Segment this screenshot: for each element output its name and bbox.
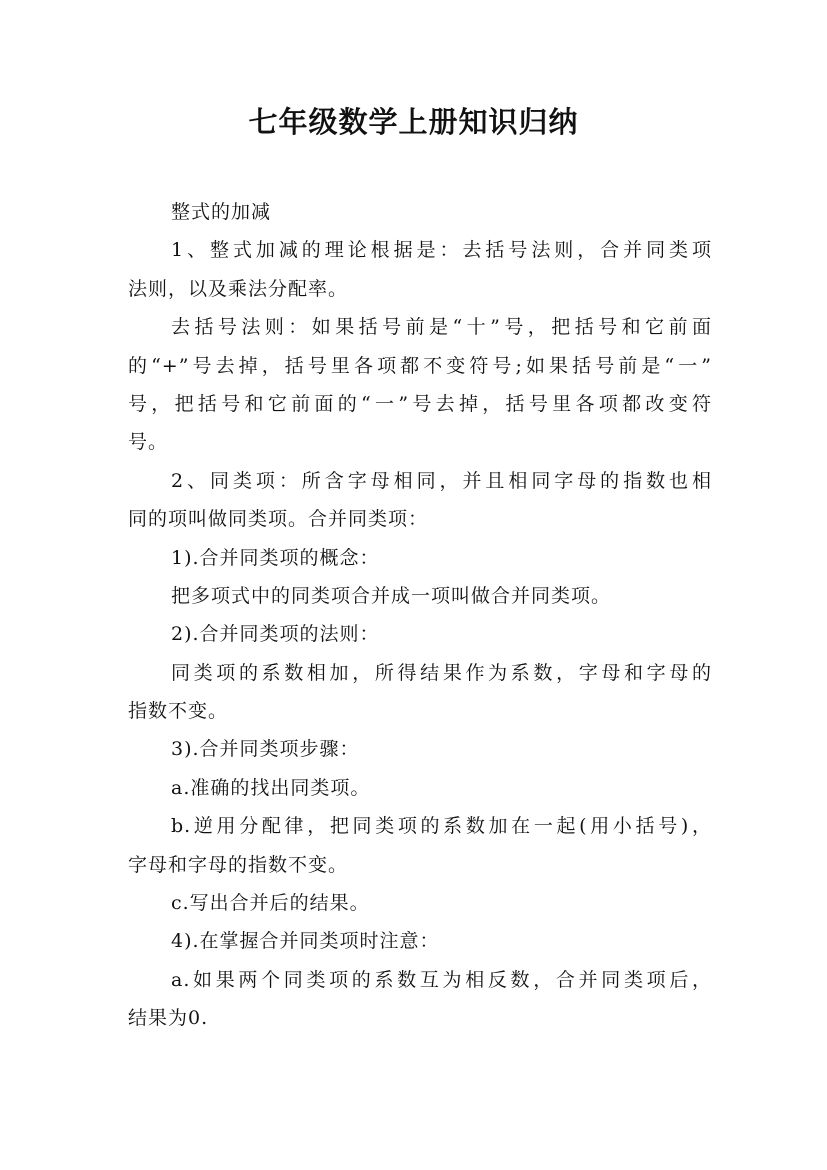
page-title: 七年级数学上册知识归纳: [248, 105, 579, 139]
text-line: 结果为0.: [128, 1007, 209, 1030]
text-line: 号，把括号和它前面的“一”号去掉，括号里各项都改变符: [128, 392, 712, 415]
text-line: 去括号法则：如果括号前是“十”号，把括号和它前面: [171, 316, 712, 339]
text-line: 同的项叫做同类项。合并同类项：: [128, 508, 429, 531]
text-line: b.逆用分配律，把同类项的系数加在一起(用小括号)，: [171, 815, 712, 838]
text-line: 整式的加减: [171, 201, 272, 223]
text-line: 的“+”号去掉，括号里各项都不变符号;如果括号前是“一”: [128, 354, 712, 377]
text-line: 2、同类项：所含字母相同，并且相同字母的指数也相: [171, 469, 712, 492]
text-line: c.写出合并后的结果。: [171, 892, 370, 915]
text-line: a.如果两个同类项的系数互为相反数，合并同类项后，: [171, 968, 712, 991]
text-line: 1、整式加减的理论根据是：去括号法则，合并同类项: [171, 239, 712, 262]
text-line: 4).在掌握合并同类项时注意：: [171, 930, 440, 953]
text-line: 同类项的系数相加，所得结果作为系数，字母和字母的: [171, 661, 712, 684]
text-line: 号。: [128, 431, 169, 454]
text-line: 1).合并同类项的概念：: [171, 546, 380, 569]
text-line: 指数不变。: [128, 700, 229, 723]
text-line: 3).合并同类项步骤：: [171, 738, 360, 761]
document-body: [128, 193, 712, 1038]
text-line: 字母和字母的指数不变。: [128, 853, 349, 876]
text-line: 2).合并同类项的法则：: [171, 623, 380, 646]
text-line: a.准确的找出同类项。: [171, 776, 371, 799]
text-line: 把多项式中的同类项合并成一项叫做合并同类项。: [171, 584, 612, 607]
text-line: 法则，以及乘法分配率。: [128, 277, 349, 300]
